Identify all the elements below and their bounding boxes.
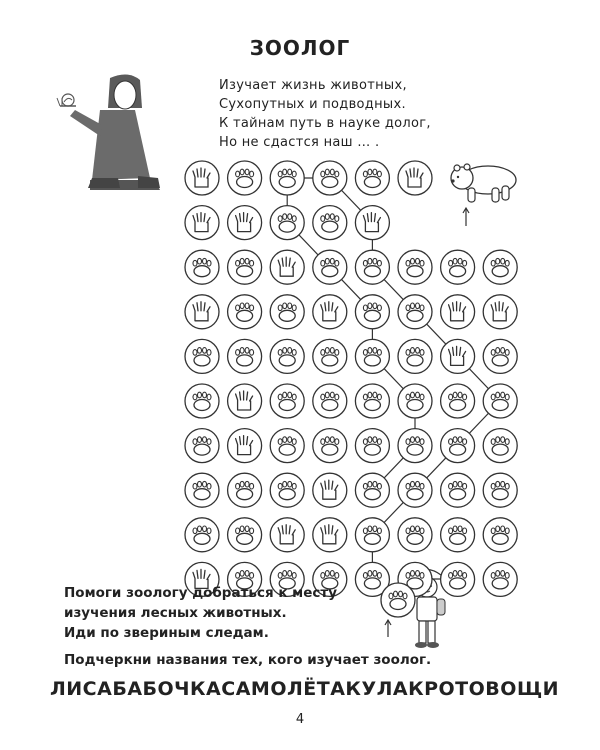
maze-cell[interactable] (483, 250, 517, 284)
maze-cell[interactable] (228, 429, 262, 463)
paw-icon (236, 169, 254, 187)
maze-cell[interactable] (355, 295, 389, 329)
maze-cell[interactable] (270, 473, 304, 507)
word-list (50, 678, 560, 700)
maze-cell[interactable] (313, 429, 347, 463)
arrow-up-icon (463, 208, 469, 226)
maze-cell[interactable] (185, 429, 219, 463)
maze-cell[interactable] (228, 161, 262, 195)
paw-icon (389, 591, 407, 609)
maze-cell[interactable] (483, 518, 517, 552)
task-text: Подчеркни названия тех, кого изучает зоолог. (64, 652, 432, 668)
maze-cell[interactable] (441, 384, 475, 418)
maze-cell[interactable] (355, 206, 389, 240)
paw-icon (278, 481, 296, 499)
paw-icon (363, 571, 381, 589)
paw-icon (491, 571, 509, 589)
maze-cell[interactable] (441, 339, 475, 373)
paw-icon (491, 348, 509, 366)
maze-cell[interactable] (228, 339, 262, 373)
paw-icon (363, 169, 381, 187)
paw-icon (363, 392, 381, 410)
maze-cell[interactable] (270, 429, 304, 463)
paw-icon (491, 481, 509, 499)
maze-cell[interactable] (185, 295, 219, 329)
paw-icon (406, 392, 424, 410)
page-title: ЗООЛОГ (249, 36, 351, 60)
maze-cell[interactable] (441, 295, 475, 329)
paw-icon (491, 526, 509, 544)
maze-start-cell[interactable] (381, 583, 415, 617)
paw-icon (278, 303, 296, 321)
paw-icon (406, 526, 424, 544)
maze-cell[interactable] (355, 339, 389, 373)
poem-line: Изучает жизнь животных, (219, 78, 407, 93)
maze-cell[interactable] (313, 473, 347, 507)
maze-cell[interactable] (441, 562, 475, 596)
paw-icon (236, 481, 254, 499)
paw-icon (321, 437, 339, 455)
maze-cell[interactable] (228, 295, 262, 329)
maze-cell[interactable] (270, 206, 304, 240)
maze-cell[interactable] (228, 518, 262, 552)
maze-cell[interactable] (441, 250, 475, 284)
maze-cell[interactable] (398, 295, 432, 329)
paw-icon (406, 348, 424, 366)
paw-icon (363, 303, 381, 321)
paw-icon (449, 437, 467, 455)
maze-cell[interactable] (313, 161, 347, 195)
maze-cell[interactable] (185, 473, 219, 507)
paw-icon (363, 258, 381, 276)
maze-cell[interactable] (398, 518, 432, 552)
paw-icon (236, 258, 254, 276)
maze-cell[interactable] (270, 250, 304, 284)
maze-cell[interactable] (398, 473, 432, 507)
maze-cell[interactable] (185, 518, 219, 552)
paw-icon (193, 437, 211, 455)
paw-icon (278, 392, 296, 410)
paw-icon (321, 214, 339, 232)
poem-line: Но не сдастся наш … . (219, 135, 380, 150)
paw-icon (278, 437, 296, 455)
maze-cell[interactable] (483, 295, 517, 329)
paw-icon (363, 437, 381, 455)
maze-cell[interactable] (355, 429, 389, 463)
paw-icon (321, 169, 339, 187)
paw-icon (321, 348, 339, 366)
maze-cell[interactable] (483, 562, 517, 596)
word-item[interactable]: ЛИСА (50, 678, 113, 700)
maze-cell[interactable] (355, 250, 389, 284)
paw-icon (449, 481, 467, 499)
paw-icon (236, 348, 254, 366)
maze-cell[interactable] (398, 250, 432, 284)
maze-cell[interactable] (228, 206, 262, 240)
maze-cell[interactable] (185, 161, 219, 195)
maze-cell[interactable] (398, 384, 432, 418)
paw-icon (236, 303, 254, 321)
maze-cell[interactable] (185, 206, 219, 240)
maze-cell[interactable] (483, 384, 517, 418)
paw-icon (236, 526, 254, 544)
maze-cell[interactable] (185, 384, 219, 418)
paw-icon (278, 348, 296, 366)
maze-cell[interactable] (228, 250, 262, 284)
maze-cell[interactable] (483, 429, 517, 463)
paw-icon (363, 526, 381, 544)
paw-icon (363, 481, 381, 499)
instruction-line: Иди по звериным следам. (64, 625, 269, 641)
word-item[interactable]: АКУЛА (330, 678, 409, 700)
maze-cell[interactable] (313, 295, 347, 329)
maze-cell[interactable] (398, 161, 432, 195)
paw-icon (491, 258, 509, 276)
maze-cell[interactable] (483, 339, 517, 373)
maze-cell[interactable] (270, 161, 304, 195)
paw-icon (278, 169, 296, 187)
maze-cell[interactable] (228, 384, 262, 418)
paw-icon (193, 258, 211, 276)
maze-cell[interactable] (313, 518, 347, 552)
paw-icon (321, 392, 339, 410)
maze-cell[interactable] (355, 518, 389, 552)
paw-icon (449, 526, 467, 544)
maze-cell[interactable] (398, 429, 432, 463)
paw-icon (406, 481, 424, 499)
paw-icon (491, 437, 509, 455)
word-item[interactable]: КРОТ (408, 678, 469, 700)
maze-cell[interactable] (441, 429, 475, 463)
paw-icon (449, 571, 467, 589)
maze-cell[interactable] (313, 384, 347, 418)
paw-icon (321, 258, 339, 276)
instructions (64, 583, 337, 643)
paw-icon (406, 437, 424, 455)
paw-icon (193, 481, 211, 499)
word-item[interactable]: САМОЛЁТ (221, 678, 331, 700)
page-number: 4 (295, 712, 305, 727)
poem-line: К тайнам путь в науке долог, (219, 116, 431, 131)
paw-icon (491, 392, 509, 410)
maze-cell[interactable] (270, 518, 304, 552)
paw-icon (193, 348, 211, 366)
paw-icon (406, 258, 424, 276)
word-item[interactable]: БАБОЧКА (112, 678, 222, 700)
maze-cell[interactable] (441, 518, 475, 552)
maze-cell[interactable] (355, 473, 389, 507)
maze-cell[interactable] (270, 295, 304, 329)
maze-cell[interactable] (313, 339, 347, 373)
maze-cell[interactable] (313, 206, 347, 240)
instruction-line: Помоги зоологу добраться к месту (64, 585, 337, 601)
paw-icon (193, 392, 211, 410)
paw-icon (449, 258, 467, 276)
paw-icon (406, 303, 424, 321)
paw-icon (278, 214, 296, 232)
arrow-up-icon (385, 620, 391, 637)
maze-cell[interactable] (228, 473, 262, 507)
maze-cell[interactable] (270, 339, 304, 373)
poem-line: Сухопутных и подводных. (219, 97, 406, 112)
maze-cell[interactable] (483, 473, 517, 507)
maze-cell[interactable] (355, 384, 389, 418)
paw-icon (449, 392, 467, 410)
maze-cell[interactable] (185, 339, 219, 373)
maze-cell[interactable] (313, 250, 347, 284)
paw-icon (193, 526, 211, 544)
instruction-line: изучения лесных животных. (64, 605, 287, 621)
word-item[interactable]: ОВОЩИ (468, 678, 560, 700)
maze-cell[interactable] (355, 161, 389, 195)
maze-cell[interactable] (185, 250, 219, 284)
maze-cell[interactable] (441, 473, 475, 507)
maze-cell[interactable] (270, 384, 304, 418)
paw-icon (363, 348, 381, 366)
maze-cell[interactable] (398, 339, 432, 373)
